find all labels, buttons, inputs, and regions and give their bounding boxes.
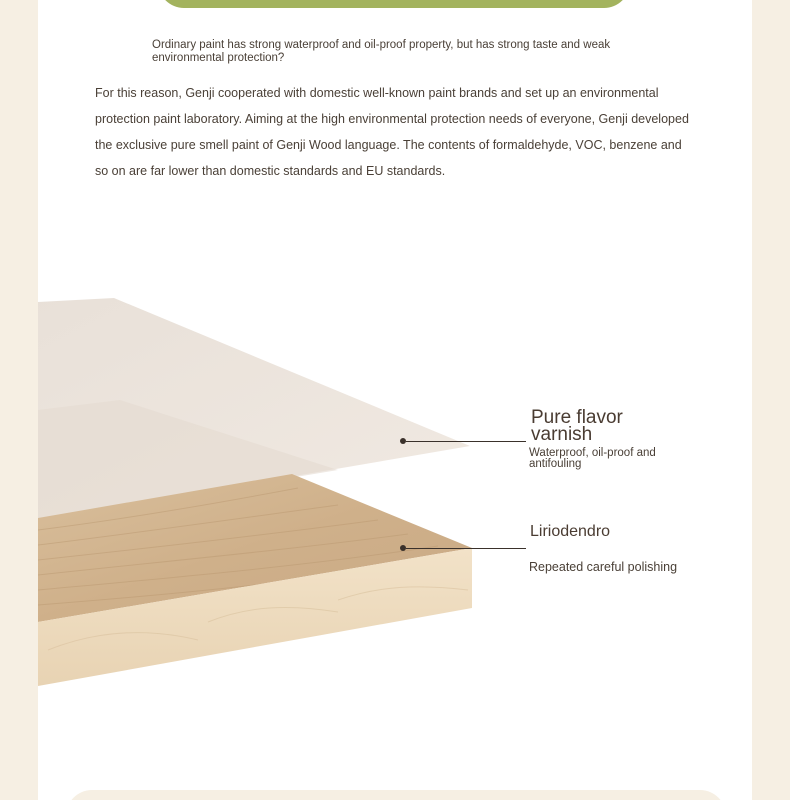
callout-subtitle-liriodendro: Repeated careful polishing (529, 560, 678, 574)
intro-question: Ordinary paint has strong waterproof and oil-proof property, but has strong taste and weak environmental protection? (152, 39, 611, 64)
callout-line (406, 548, 526, 549)
body-paragraph: For this reason, Genji cooperated with domestic well-known paint brands and set up an environmental protection paint laboratory. Aiming at the high environmental protection needs of everyone, Genji developed the exclusive pure smell paint of Genji Wood language. The contents of formaldehyde, VOC, benzene and so on are far lower than domestic standards and EU standards. (95, 86, 689, 178)
bottom-beige-pill (66, 790, 726, 800)
content-panel (38, 0, 752, 800)
wood-board-illustration (38, 0, 752, 800)
callout-line (406, 441, 526, 442)
callout-title-varnish: Pure flavor varnish (531, 407, 623, 445)
callout-title-liriodendro: Liriodendro (530, 523, 611, 540)
callout-subtitle-varnish: Waterproof, oil-proof and antifouling (529, 447, 656, 470)
